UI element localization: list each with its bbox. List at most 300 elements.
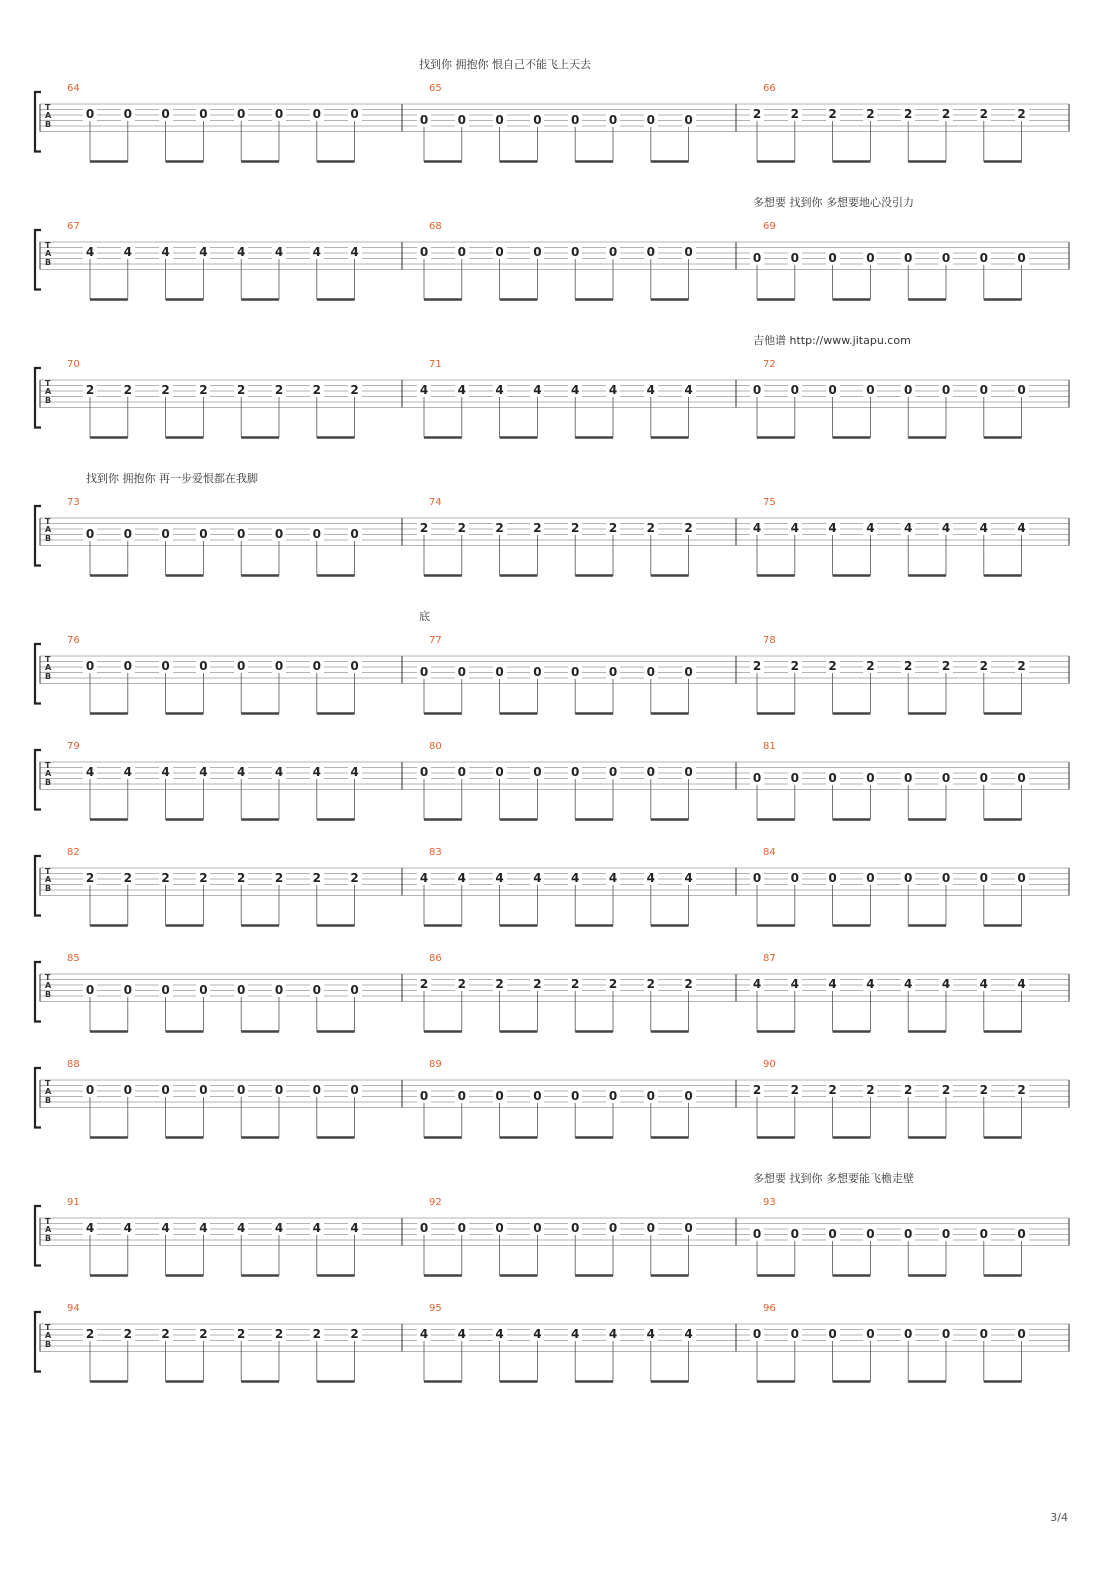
fret-number: 4 — [530, 1328, 544, 1341]
fret-number: 0 — [606, 1090, 620, 1103]
fret-number: 0 — [83, 528, 97, 541]
tab-clef-letter: A — [45, 525, 52, 535]
measure-number: 87 — [763, 953, 776, 964]
fret-number: 0 — [750, 1328, 764, 1341]
fret-number: 4 — [159, 246, 173, 259]
fret-number: 0 — [159, 528, 173, 541]
fret-number: 0 — [682, 1222, 696, 1235]
fret-number: 2 — [455, 522, 469, 535]
fret-number: 2 — [159, 384, 173, 397]
fret-number: 0 — [196, 1084, 210, 1097]
fret-number: 4 — [417, 384, 431, 397]
lyric-line: 找到你 拥抱你 再一步爱恨都在我脚 — [86, 472, 258, 485]
fret-number: 2 — [863, 660, 877, 673]
fret-number: 4 — [644, 872, 658, 885]
fret-number: 0 — [196, 660, 210, 673]
fret-number: 0 — [901, 772, 915, 785]
fret-number: 4 — [977, 522, 991, 535]
fret-number: 0 — [530, 1090, 544, 1103]
fret-number: 2 — [682, 978, 696, 991]
tab-clef-letter: A — [45, 387, 52, 397]
measure-number: 71 — [429, 359, 442, 370]
fret-number: 0 — [493, 1090, 507, 1103]
fret-number: 0 — [644, 114, 658, 127]
measure-number: 73 — [67, 497, 80, 508]
tab-clef-letter: B — [45, 671, 52, 681]
fret-number: 4 — [939, 978, 953, 991]
fret-number: 2 — [310, 384, 324, 397]
fret-number: 0 — [644, 1090, 658, 1103]
lyric-line: 底 — [419, 610, 430, 623]
fret-number: 2 — [121, 384, 135, 397]
fret-number: 0 — [863, 1328, 877, 1341]
fret-number: 4 — [1015, 978, 1029, 991]
fret-number: 4 — [121, 766, 135, 779]
fret-number: 0 — [750, 772, 764, 785]
fret-number: 0 — [788, 252, 802, 265]
fret-number: 0 — [1015, 772, 1029, 785]
fret-number: 4 — [606, 1328, 620, 1341]
fret-number: 4 — [234, 246, 248, 259]
measure-number: 84 — [763, 847, 776, 858]
fret-number: 2 — [348, 384, 362, 397]
fret-number: 0 — [234, 528, 248, 541]
measure-number: 88 — [67, 1059, 80, 1070]
fret-number: 0 — [121, 108, 135, 121]
fret-number: 2 — [196, 384, 210, 397]
fret-number: 0 — [530, 766, 544, 779]
fret-number: 4 — [455, 1328, 469, 1341]
measure-number: 79 — [67, 741, 80, 752]
fret-number: 0 — [606, 1222, 620, 1235]
fret-number: 4 — [568, 872, 582, 885]
fret-number: 0 — [606, 114, 620, 127]
tab-clef-letter: B — [45, 533, 52, 543]
fret-number: 4 — [939, 522, 953, 535]
fret-number: 0 — [348, 528, 362, 541]
fret-number: 0 — [826, 872, 840, 885]
fret-number: 2 — [417, 522, 431, 535]
fret-number: 2 — [644, 978, 658, 991]
fret-number: 2 — [826, 108, 840, 121]
tab-system — [35, 368, 1069, 438]
fret-number: 4 — [644, 1328, 658, 1341]
fret-number: 0 — [568, 1222, 582, 1235]
fret-number: 2 — [196, 1328, 210, 1341]
fret-number: 4 — [788, 522, 802, 535]
measure-number: 86 — [429, 953, 442, 964]
fret-number: 0 — [493, 246, 507, 259]
measure-number: 95 — [429, 1303, 442, 1314]
fret-number: 4 — [788, 978, 802, 991]
fret-number: 0 — [196, 984, 210, 997]
fret-number: 4 — [455, 872, 469, 885]
fret-number: 2 — [939, 1084, 953, 1097]
measure-number: 68 — [429, 221, 442, 232]
fret-number: 4 — [234, 766, 248, 779]
fret-number: 0 — [530, 246, 544, 259]
fret-number: 2 — [83, 872, 97, 885]
tab-clef-letter: B — [45, 119, 52, 129]
fret-number: 4 — [159, 766, 173, 779]
fret-number: 4 — [530, 384, 544, 397]
fret-number: 0 — [234, 108, 248, 121]
measure-number: 81 — [763, 741, 776, 752]
fret-number: 2 — [826, 660, 840, 673]
tab-system — [35, 230, 1069, 300]
fret-number: 0 — [83, 660, 97, 673]
fret-number: 2 — [272, 384, 286, 397]
fret-number: 0 — [455, 766, 469, 779]
fret-number: 0 — [1015, 384, 1029, 397]
fret-number: 0 — [977, 872, 991, 885]
fret-number: 4 — [348, 1222, 362, 1235]
measure-number: 74 — [429, 497, 442, 508]
tab-system — [35, 506, 1069, 576]
fret-number: 0 — [83, 984, 97, 997]
fret-number: 0 — [750, 252, 764, 265]
tab-clef-letter: A — [45, 1331, 52, 1341]
fret-number: 0 — [310, 528, 324, 541]
fret-number: 4 — [863, 522, 877, 535]
tab-clef-letter: B — [45, 989, 52, 999]
measure-number: 77 — [429, 635, 442, 646]
fret-number: 4 — [606, 872, 620, 885]
fret-number: 0 — [644, 666, 658, 679]
fret-number: 0 — [977, 1328, 991, 1341]
fret-number: 4 — [121, 246, 135, 259]
fret-number: 4 — [310, 246, 324, 259]
fret-number: 2 — [977, 1084, 991, 1097]
fret-number: 2 — [530, 522, 544, 535]
fret-number: 0 — [348, 984, 362, 997]
fret-number: 4 — [159, 1222, 173, 1235]
tab-clef-letter: A — [45, 981, 52, 991]
tab-clef-letter: T — [45, 516, 51, 526]
fret-number: 4 — [750, 522, 764, 535]
measure-number: 66 — [763, 83, 776, 94]
fret-number: 0 — [682, 666, 696, 679]
tab-clef-letter: T — [45, 240, 51, 250]
fret-number: 0 — [826, 1228, 840, 1241]
fret-number: 4 — [568, 384, 582, 397]
fret-number: 2 — [750, 1084, 764, 1097]
fret-number: 0 — [310, 660, 324, 673]
fret-number: 0 — [455, 666, 469, 679]
fret-number: 4 — [121, 1222, 135, 1235]
fret-number: 4 — [682, 872, 696, 885]
tab-clef-letter: T — [45, 972, 51, 982]
fret-number: 2 — [977, 660, 991, 673]
fret-number: 0 — [644, 1222, 658, 1235]
fret-number: 2 — [530, 978, 544, 991]
fret-number: 2 — [568, 522, 582, 535]
fret-number: 0 — [196, 528, 210, 541]
fret-number: 2 — [455, 978, 469, 991]
fret-number: 0 — [939, 1328, 953, 1341]
tab-clef-letter: A — [45, 875, 52, 885]
tab-clef-letter: A — [45, 663, 52, 673]
fret-number: 0 — [348, 660, 362, 673]
tab-system — [35, 750, 1069, 820]
fret-number: 0 — [417, 666, 431, 679]
measure-number: 67 — [67, 221, 80, 232]
fret-number: 2 — [348, 872, 362, 885]
measure-number: 75 — [763, 497, 776, 508]
fret-number: 2 — [750, 660, 764, 673]
fret-number: 0 — [272, 108, 286, 121]
measure-number: 93 — [763, 1197, 776, 1208]
fret-number: 0 — [750, 384, 764, 397]
fret-number: 0 — [1015, 252, 1029, 265]
fret-number: 2 — [83, 384, 97, 397]
fret-number: 0 — [272, 1084, 286, 1097]
fret-number: 2 — [568, 978, 582, 991]
fret-number: 0 — [682, 766, 696, 779]
measure-number: 70 — [67, 359, 80, 370]
tab-clef-letter: T — [45, 654, 51, 664]
fret-number: 2 — [310, 872, 324, 885]
fret-number: 4 — [568, 1328, 582, 1341]
fret-number: 2 — [159, 1328, 173, 1341]
measure-number: 80 — [429, 741, 442, 752]
fret-number: 0 — [863, 872, 877, 885]
fret-number: 0 — [977, 1228, 991, 1241]
tab-clef-letter: T — [45, 378, 51, 388]
measure-number: 64 — [67, 83, 80, 94]
fret-number: 4 — [417, 872, 431, 885]
fret-number: 0 — [455, 114, 469, 127]
fret-number: 0 — [493, 1222, 507, 1235]
fret-number: 0 — [530, 1222, 544, 1235]
measure-number: 72 — [763, 359, 776, 370]
fret-number: 4 — [417, 1328, 431, 1341]
fret-number: 2 — [348, 1328, 362, 1341]
tab-clef-letter: B — [45, 257, 52, 267]
tab-clef-letter: A — [45, 1225, 52, 1235]
fret-number: 2 — [901, 108, 915, 121]
fret-number: 0 — [644, 766, 658, 779]
fret-number: 0 — [530, 114, 544, 127]
measure-number: 82 — [67, 847, 80, 858]
fret-number: 4 — [83, 246, 97, 259]
fret-number: 0 — [939, 772, 953, 785]
fret-number: 0 — [234, 1084, 248, 1097]
measure-number: 92 — [429, 1197, 442, 1208]
fret-number: 0 — [121, 1084, 135, 1097]
tab-system — [35, 1068, 1069, 1138]
fret-number: 2 — [788, 108, 802, 121]
tab-clef-letter: T — [45, 1322, 51, 1332]
fret-number: 0 — [606, 666, 620, 679]
fret-number: 4 — [493, 872, 507, 885]
lyric-line: 多想要 找到你 多想要能飞檐走壁 — [753, 1172, 914, 1185]
fret-number: 0 — [234, 984, 248, 997]
fret-number: 2 — [417, 978, 431, 991]
fret-number: 2 — [682, 522, 696, 535]
fret-number: 0 — [977, 384, 991, 397]
tab-clef-letter: B — [45, 1095, 52, 1105]
fret-number: 0 — [1015, 1228, 1029, 1241]
fret-number: 2 — [121, 872, 135, 885]
fret-number: 2 — [272, 872, 286, 885]
tab-clef-letter: B — [45, 1233, 52, 1243]
fret-number: 0 — [83, 1084, 97, 1097]
fret-number: 4 — [901, 522, 915, 535]
fret-number: 0 — [455, 1090, 469, 1103]
fret-number: 4 — [901, 978, 915, 991]
fret-number: 2 — [493, 978, 507, 991]
fret-number: 2 — [493, 522, 507, 535]
measure-number: 76 — [67, 635, 80, 646]
fret-number: 4 — [493, 384, 507, 397]
fret-number: 0 — [83, 108, 97, 121]
fret-number: 2 — [159, 872, 173, 885]
fret-number: 0 — [863, 1228, 877, 1241]
tab-clef-letter: A — [45, 769, 52, 779]
fret-number: 4 — [310, 766, 324, 779]
lyric-line: 吉他谱 http://www.jitapu.com — [753, 334, 911, 347]
fret-number: 2 — [788, 1084, 802, 1097]
tab-clef-letter: T — [45, 102, 51, 112]
fret-number: 0 — [348, 1084, 362, 1097]
fret-number: 0 — [644, 246, 658, 259]
fret-number: 0 — [568, 666, 582, 679]
fret-number: 4 — [863, 978, 877, 991]
fret-number: 2 — [606, 978, 620, 991]
fret-number: 2 — [234, 384, 248, 397]
tab-clef-letter: B — [45, 883, 52, 893]
fret-number: 0 — [417, 246, 431, 259]
fret-number: 0 — [493, 766, 507, 779]
tab-system — [35, 92, 1069, 162]
fret-number: 0 — [348, 108, 362, 121]
fret-number: 2 — [121, 1328, 135, 1341]
fret-number: 0 — [310, 1084, 324, 1097]
fret-number: 0 — [159, 984, 173, 997]
measure-number: 78 — [763, 635, 776, 646]
fret-number: 0 — [272, 984, 286, 997]
fret-number: 0 — [310, 108, 324, 121]
fret-number: 4 — [606, 384, 620, 397]
fret-number: 0 — [1015, 1328, 1029, 1341]
fret-number: 4 — [530, 872, 544, 885]
page-number: 3/4 — [1050, 1511, 1068, 1524]
measure-number: 91 — [67, 1197, 80, 1208]
measure-number: 85 — [67, 953, 80, 964]
fret-number: 0 — [901, 1228, 915, 1241]
fret-number: 0 — [977, 252, 991, 265]
fret-number: 4 — [310, 1222, 324, 1235]
fret-number: 2 — [788, 660, 802, 673]
fret-number: 0 — [272, 528, 286, 541]
fret-number: 4 — [826, 978, 840, 991]
fret-number: 0 — [788, 772, 802, 785]
fret-number: 0 — [455, 246, 469, 259]
fret-number: 0 — [901, 252, 915, 265]
fret-number: 0 — [682, 114, 696, 127]
fret-number: 0 — [939, 1228, 953, 1241]
tab-system — [35, 1206, 1069, 1276]
fret-number: 2 — [901, 1084, 915, 1097]
fret-number: 0 — [272, 660, 286, 673]
fret-number: 2 — [750, 108, 764, 121]
fret-number: 0 — [788, 1228, 802, 1241]
fret-number: 4 — [196, 246, 210, 259]
fret-number: 2 — [939, 108, 953, 121]
fret-number: 0 — [901, 384, 915, 397]
fret-number: 0 — [788, 872, 802, 885]
fret-number: 2 — [234, 872, 248, 885]
fret-number: 0 — [196, 108, 210, 121]
fret-number: 0 — [159, 108, 173, 121]
fret-number: 2 — [234, 1328, 248, 1341]
tab-clef-letter: T — [45, 1078, 51, 1088]
fret-number: 0 — [826, 252, 840, 265]
fret-number: 0 — [493, 114, 507, 127]
measure-number: 94 — [67, 1303, 80, 1314]
fret-number: 4 — [272, 246, 286, 259]
fret-number: 0 — [159, 660, 173, 673]
fret-number: 2 — [863, 1084, 877, 1097]
measure-number: 96 — [763, 1303, 776, 1314]
fret-number: 0 — [568, 1090, 582, 1103]
fret-number: 0 — [826, 772, 840, 785]
fret-number: 0 — [234, 660, 248, 673]
tab-clef-letter: A — [45, 1087, 52, 1097]
fret-number: 0 — [939, 384, 953, 397]
lyric-line: 多想要 找到你 多想要地心没引力 — [753, 196, 914, 209]
fret-number: 2 — [901, 660, 915, 673]
fret-number: 4 — [348, 246, 362, 259]
fret-number: 0 — [788, 384, 802, 397]
fret-number: 4 — [750, 978, 764, 991]
fret-number: 0 — [417, 114, 431, 127]
fret-number: 2 — [1015, 108, 1029, 121]
tab-system — [35, 1312, 1069, 1382]
measure-number: 65 — [429, 83, 442, 94]
tab-system — [35, 962, 1069, 1032]
fret-number: 2 — [272, 1328, 286, 1341]
fret-number: 0 — [901, 1328, 915, 1341]
fret-number: 0 — [121, 660, 135, 673]
fret-number: 0 — [750, 1228, 764, 1241]
fret-number: 0 — [682, 1090, 696, 1103]
fret-number: 2 — [644, 522, 658, 535]
fret-number: 0 — [788, 1328, 802, 1341]
fret-number: 0 — [493, 666, 507, 679]
fret-number: 0 — [606, 246, 620, 259]
tab-system — [35, 856, 1069, 926]
fret-number: 0 — [159, 1084, 173, 1097]
fret-number: 0 — [863, 252, 877, 265]
fret-number: 0 — [455, 1222, 469, 1235]
fret-number: 4 — [682, 1328, 696, 1341]
fret-number: 4 — [83, 766, 97, 779]
measure-number: 69 — [763, 221, 776, 232]
fret-number: 0 — [568, 114, 582, 127]
fret-number: 2 — [977, 108, 991, 121]
fret-number: 2 — [310, 1328, 324, 1341]
fret-number: 4 — [348, 766, 362, 779]
fret-number: 4 — [196, 766, 210, 779]
fret-number: 2 — [1015, 1084, 1029, 1097]
fret-number: 0 — [863, 772, 877, 785]
fret-number: 2 — [196, 872, 210, 885]
tab-clef-letter: B — [45, 395, 52, 405]
fret-number: 0 — [530, 666, 544, 679]
measure-number: 89 — [429, 1059, 442, 1070]
